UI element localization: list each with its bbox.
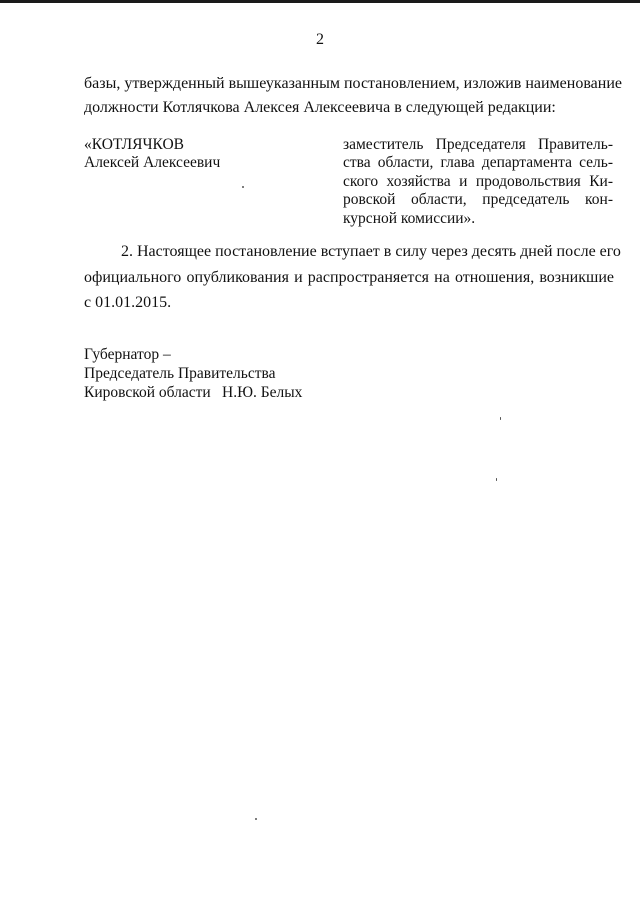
- signature-title: Губернатор –: [84, 346, 171, 363]
- scan-speck: [242, 186, 244, 188]
- signature-position: Председатель Правительства: [84, 365, 276, 382]
- clause-2-line-2: официального опубликования и распространяется на отношения, возникшие: [84, 269, 614, 286]
- entry-position-line: ства области, глава департамента сель-: [343, 154, 613, 172]
- scan-speck: [500, 417, 501, 420]
- signature-region: Кировской области: [84, 384, 211, 401]
- scan-speck: [255, 818, 257, 820]
- signatory-name: Н.Ю. Белых: [222, 384, 303, 401]
- clause-2-line-1: 2. Настоящее постановление вступает в силу через десять дней после его: [121, 243, 621, 260]
- intro-line-2: должности Котлячкова Алексея Алексеевича в следующей редакции:: [84, 99, 556, 116]
- intro-line-1: базы, утвержденный вышеуказанным постановлением, изложив наименование: [84, 75, 623, 92]
- entry-position-line: заместитель Председателя Правитель-: [343, 136, 613, 153]
- scan-top-edge: [0, 0, 640, 3]
- entry-position-line: ского хозяйства и продовольствия Ки-: [343, 172, 613, 190]
- entry-position-line: курсной комиссии».: [343, 209, 476, 227]
- entry-given-names: Алексей Алексеевич: [84, 154, 221, 171]
- entry-surname: «КОТЛЯЧКОВ: [84, 136, 185, 153]
- entry-position-line: ровской области, председатель кон-: [343, 191, 613, 209]
- clause-2-line-3: с 01.01.2015.: [84, 294, 172, 311]
- page-number: 2: [316, 31, 324, 48]
- scan-speck: [496, 478, 497, 481]
